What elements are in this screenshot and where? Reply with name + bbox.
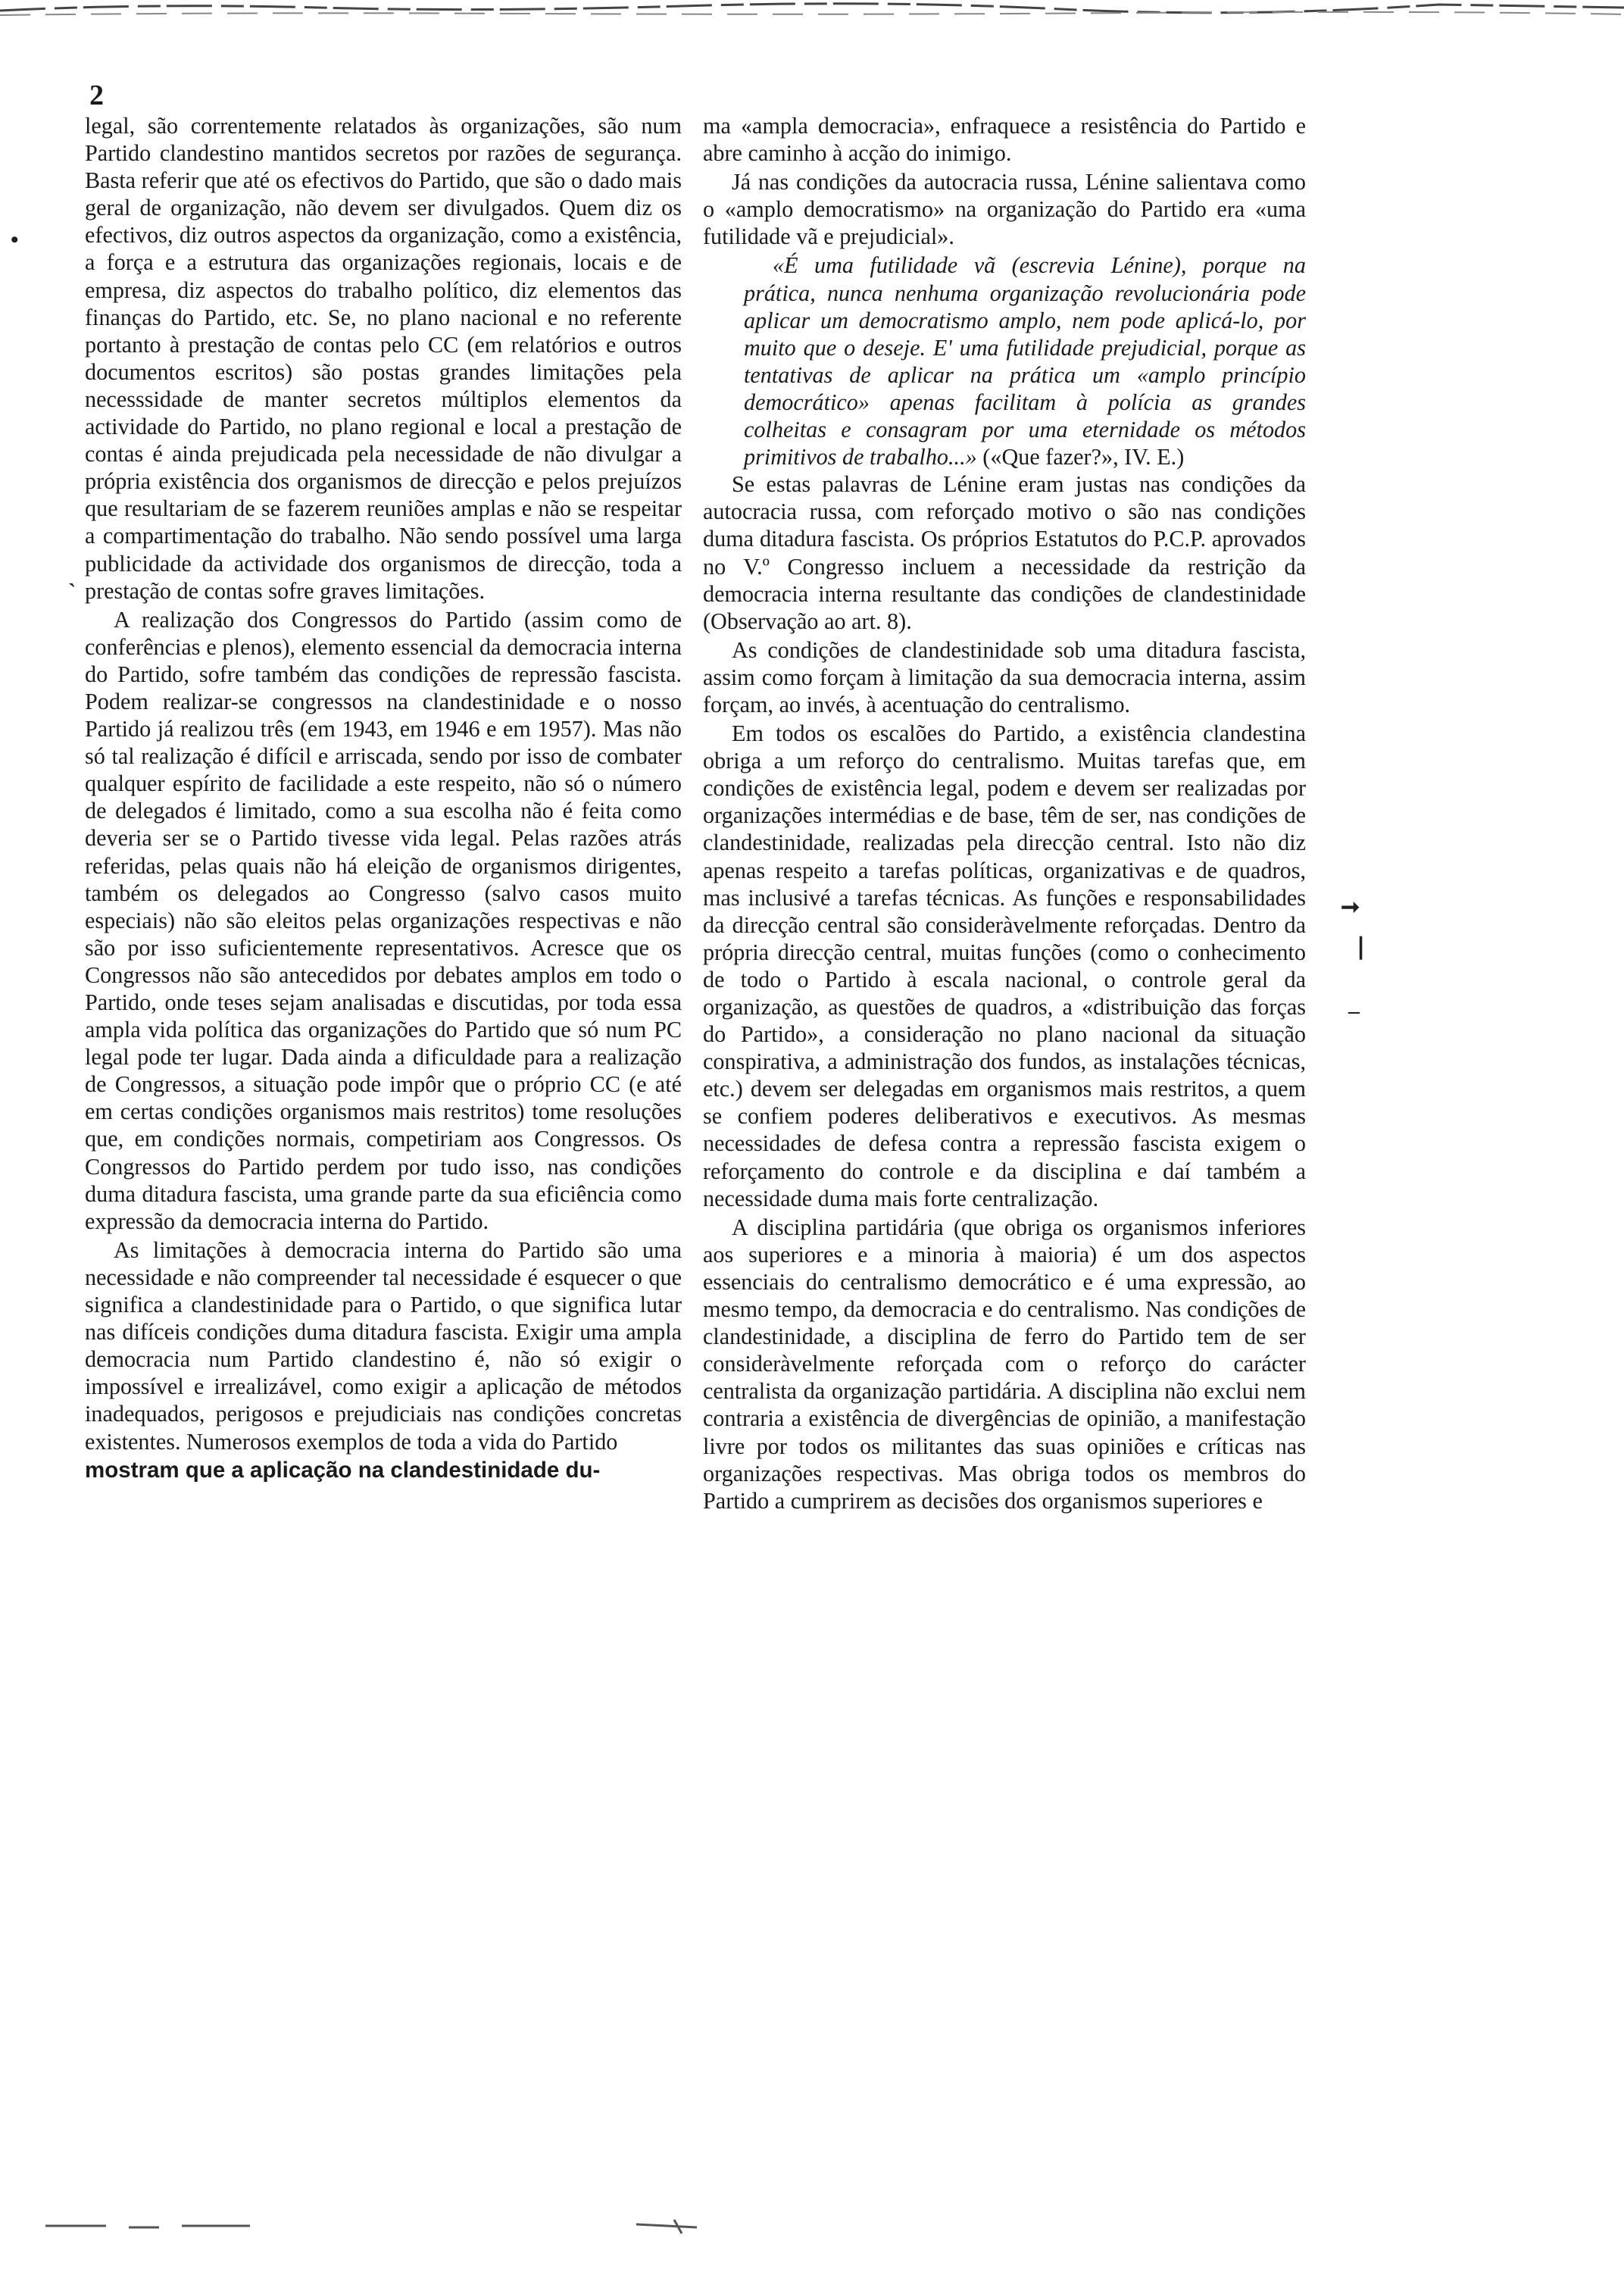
margin-mark-dash: ‒ xyxy=(1348,999,1360,1024)
paragraph: A realização dos Congressos do Partido (assim como de conferências e plenos), elemento essencial da democracia interna do Partido, sofre também das condições de repressão fascista. Podem realizar-se congressos na clandestinidade e o nosso Partido já realizou três (em 1943, em 1946 e em 1957). Mas não só tal realização é difícil e arriscada, sendo por isso de combater qualquer espírito de facilidade a este respeito, não só o número de delegados é limitado, como a sua escolha não é feita como deveria ser se o Partido tivesse vida legal. Pelas razões atrás referidas, pelas quais não há eleição de organismos dirigentes, também os delegados ao Congresso (salvo casos muito especiais) não são eleitos pelas organizações respectivas e não são por isso suficientemente representativos. Acresce que os Congressos não são antecedidos por debates amplos em todo o Partido, onde teses sejam analisadas e discutidas, por toda essa ampla vida política das organizações do Partido que só num PC legal pode ter lugar. Dada ainda a dificuldade para a realização de Congressos, a situação pode impôr que o próprio CC (e até em certas condições organismos mais restritos) tome resoluções que, em condições normais, competiriam aos Congressos. Os Congressos do Partido perdem por tudo isso, nas condições duma ditadura fascista, uma grande parte da sua eficiência como expressão da democracia interna do Partido. xyxy=(85,606,682,1234)
bottom-edge-scan-mark xyxy=(0,2212,1624,2243)
paragraph: Se estas palavras de Lénine eram justas nas condições da autocracia russa, com reforçado motivo o são nas condições duma ditadura fascista. Os próprios Estatutos do P.C.P. aprovados no V.º Congresso incluem a necessidade da restrição da democracia interna resultante das condições de clandestinidade (Observação ao art. 8). xyxy=(703,471,1306,634)
margin-mark-tick: ❘ xyxy=(1351,934,1371,959)
quote-citation: («Que fazer?», IV. E.) xyxy=(976,444,1185,470)
paragraph-last-line: mostram que a aplicação na clandestinidade du- xyxy=(85,1457,601,1483)
paragraph: A disciplina partidária (que obriga os organismos inferiores aos superiores e a minoria à maioria) é um dos aspectos essenciais do centralismo democrático e é uma expressão, ao mesmo tempo, da democracia e do centralismo. Nas condições de clandestinidade, a disciplina de ferro do Partido tem de ser consideràvelmente reforçada com o reforço do carácter centralista da organização partidária. A disciplina não exclui nem contraria a existência de divergências de opinião, a manifestação livre por todos os militantes das suas opiniões e críticas nas organizações respectivas. Mas obriga todos os membros do Partido a cumprirem as decisões dos organismos superiores e xyxy=(703,1214,1306,1514)
page-number: 2 xyxy=(89,80,104,111)
paragraph: Já nas condições da autocracia russa, Lénine salientava como o «amplo democratismo» na organização do Partido era «uma futilidade vã e prejudicial». xyxy=(703,169,1306,250)
quote-text: «É uma futilidade vã (escrevia Lénine), porque na prática, nunca nenhuma organização revolucionária pode aplicar um democratismo amplo, nem pode aplicá-lo, por muito que o deseje. E' uma futilidade prejudicial, porque as tentativas de aplicar na prática um «amplo princípio democrático» apenas facilitam à polícia as grandes colheitas e consagram por uma eternidade os métodos primitivos de trabalho...» xyxy=(744,252,1306,470)
paragraph: legal, são correntemente relatados às organizações, são num Partido clandestino mantidos secretos por razões de segurança. Basta referir que até os efectivos do Partido, que são o dado mais geral de organização, não devem ser divulgados. Quem diz os efectivos, diz outros aspectos da organização, como a existência, a força e a estrutura das organizações regionais, locais e de empresa, diz aspectos do trabalho político, diz elementos das finanças do Partido, etc. Se, no plano nacional e no referente portanto à prestação de contas pelo CC (em relatórios e outros documentos escritos) são postas grandes limitações pela necesssidade de manter secretos múltiplos elementos da actividade do Partido, no plano regional e local a prestação de contas é ainda prejudicada pela necessidade de não divulgar a própria existência dos organismos de direcção e pelos prejuízos que resultariam de se fazerem reuniões amplas e não se respeitar a compartimentação do trabalho. Não sendo possível uma larga publicidade da actividade dos organismos de direcção, toda a prestação de contas sofre graves limitações. xyxy=(85,113,682,604)
paragraph: As limitações à democracia interna do Partido são uma necessidade e não compreender tal necessidade é esquecer o que significa a clandestinidade para o Partido, o que significa lutar nas difíceis condições duma ditadura fascista. Exigir uma ampla democracia num Partido clandestino é, não só exigir o impossível e irrealizável, como exigir a aplicação de métodos inadequados, perigosos e prejudiciais nas condições concretas existentes. Numerosos exemplos de toda a vida do Partido xyxy=(85,1236,682,1455)
left-column xyxy=(85,112,682,1486)
right-column xyxy=(703,112,1306,1516)
paragraph: Em todos os escalões do Partido, a existência clandestina obriga a um reforço do centralismo. Muitas tarefas que, em condições de existência legal, podem e devem ser realizadas por organizações intermédias e de base, têm de ser, nas condições de clandestinidade, realizadas pela direcção central. Isto não diz apenas respeito a tarefas políticas, organizativas e de quadros, mas inclusivé a tarefas técnicas. As funções e responsabilidades da direcção central são consideràvelmente reforçadas. Dentro da própria direcção central, muitas funções (como o conhecimento de todo o Partido à escala nacional, o controle geral da organização, as questões de quadros, a «distribuição das forças do Partido», a consideração no plano nacional da situação conspirativa, a administração dos fundos, as instalações técnicas, etc.) devem ser delegadas em organismos mais restritos, a quem se confiem poderes deliberativos e executivos. As mesmas necessidades de defesa contra a repressão fascista exigem o reforçamento do controle e da disciplina e daí também a necessidade duma mais forte centralização. xyxy=(703,720,1306,1211)
margin-mark-dot: ˎ xyxy=(68,562,76,587)
lenin-quote xyxy=(703,252,1306,470)
top-edge-scan-mark xyxy=(0,0,1624,20)
paragraph: As condições de clandestinidade sob uma ditadura fascista, assim como forçam à limitação da sua democracia interna, assim forçam, ao invés, à acentuação do centralismo. xyxy=(703,636,1306,717)
paragraph: ma «ampla democracia», enfraquece a resistência do Partido e abre caminho à acção do inimigo. xyxy=(703,113,1306,167)
margin-mark-dot: • xyxy=(11,227,19,252)
margin-mark-arrow: ➞ xyxy=(1341,895,1360,920)
